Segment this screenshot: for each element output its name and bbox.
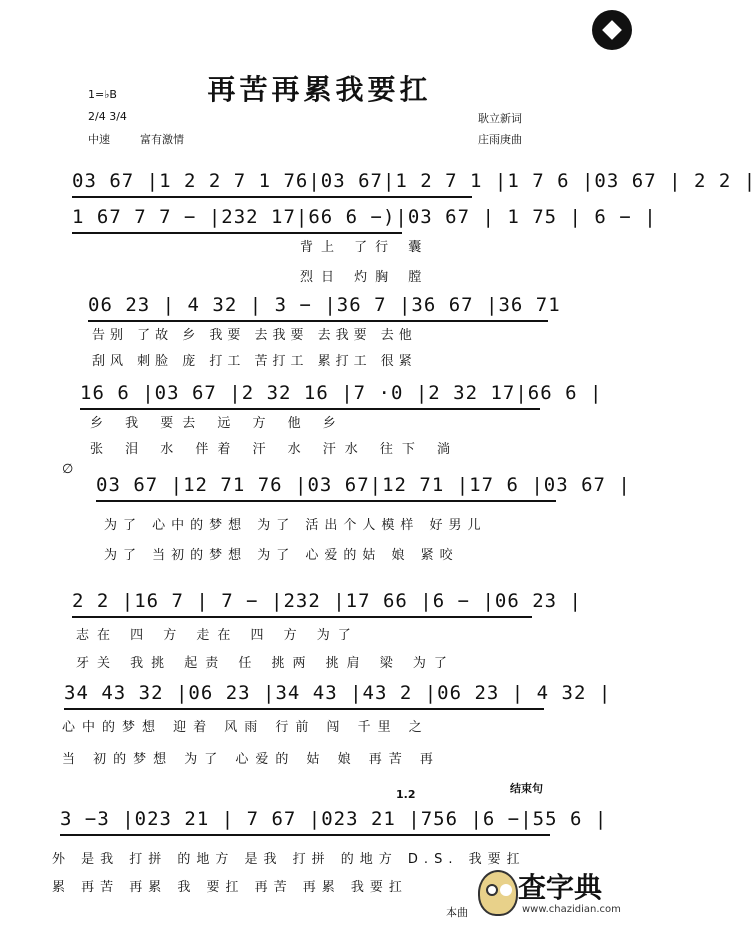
lyric-verse-1: 心中的梦想 迎着 风雨 行前 闯 千里 之 — [62, 720, 429, 735]
segno-mark: ∅ — [62, 462, 74, 477]
lyric-verse-2: 累 再苦 再累 我 要扛 再苦 再累 我要扛 — [52, 880, 408, 895]
notation-line: 34 43 32 |06 23 |34 43 |43 2 |06 23 | 4 32 | — [64, 682, 612, 704]
notation-line: 03 67 |1 2 2 7 1 76|03 67|1 2 7 1 |1 7 6 |03 67 | 2 2 | — [72, 170, 756, 192]
beam-line — [72, 196, 472, 198]
lyric-verse-1: 为了 心中的梦想 为了 活出个人模样 好男儿 — [104, 518, 487, 533]
corner-logo-icon — [592, 10, 632, 50]
volta-marker: 1.2 — [396, 788, 416, 801]
lyric-verse-2: 烈日 灼胸 膛 — [300, 270, 430, 285]
composer-credit: 庄雨庚曲 — [478, 133, 522, 146]
notation-line: 2 2 |16 7 | 7 − |232 |17 66 |6 − |06 23 | — [72, 590, 582, 612]
beam-line — [96, 500, 556, 502]
lyric-verse-2: 张 泪 水 伴着 汗 水 汗水 往下 淌 — [90, 442, 460, 457]
watermark-brand — [470, 866, 630, 924]
key-signature: 1=♭B — [88, 88, 117, 101]
notation-line: 1 67 7 7 − |232 17|66 6 −)|03 67 | 1 75 | 6 − | — [72, 206, 657, 228]
lyric-verse-2: 为了 当初的梦想 为了 心爱的姑 娘 紧咬 — [104, 548, 459, 563]
lyric-verse-2: 当 初的梦想 为了 心爱的 姑 娘 再苦 再 — [62, 752, 440, 767]
brand-url: www.chazidian.com — [522, 904, 621, 915]
owl-mascot-icon — [478, 870, 518, 916]
beam-line — [72, 616, 532, 618]
notation-line: 06 23 | 4 32 | 3 − |36 7 |36 67 |36 71 — [88, 294, 561, 316]
brand-name: 查字典 — [518, 871, 603, 904]
lyric-verse-1: 志在 四 方 走在 四 方 为了 — [76, 628, 359, 643]
tempo-marking: 中速 — [88, 133, 110, 146]
beam-line — [88, 320, 548, 322]
song-title: 再苦再累我要扛 — [207, 73, 432, 106]
lyric-verse-2: 牙关 我挑 起责 任 挑两 挑肩 梁 为了 — [76, 656, 455, 671]
lyric-verse-2: 刮风 刺脸 庞 打工 苦打工 累打工 很紧 — [92, 354, 417, 369]
notation-line: 16 6 |03 67 |2 32 16 |7 ·0 |2 32 17|66 6 | — [80, 382, 603, 404]
corner-prefix: 本曲 — [446, 906, 468, 919]
beam-line — [60, 834, 550, 836]
lyric-verse-1: 乡 我 要去 远 方 他 乡 — [90, 416, 345, 431]
lyric-verse-1: 外 是我 打拼 的地方 是我 打拼 的地方 D.S. 我要扛 — [52, 852, 526, 867]
lyric-verse-1: 告别 了故 乡 我要 去我要 去我要 去他 — [92, 328, 417, 343]
notation-line: 03 67 |12 71 76 |03 67|12 71 |17 6 |03 67 | — [96, 474, 631, 496]
lyricist-credit: 耿立新词 — [478, 112, 522, 125]
expression-marking: 富有激情 — [140, 133, 184, 146]
beam-line — [64, 708, 544, 710]
time-signatures: 2/4 3/4 — [88, 110, 127, 123]
lyric-verse-1: 背上 了行 囊 — [300, 240, 430, 255]
beam-line — [80, 408, 540, 410]
notation-line: 3 −3 |023 21 | 7 67 |023 21 |756 |6 −|55 6 | — [60, 808, 608, 830]
coda-marker: 结束句 — [510, 782, 543, 795]
beam-line — [72, 232, 402, 234]
